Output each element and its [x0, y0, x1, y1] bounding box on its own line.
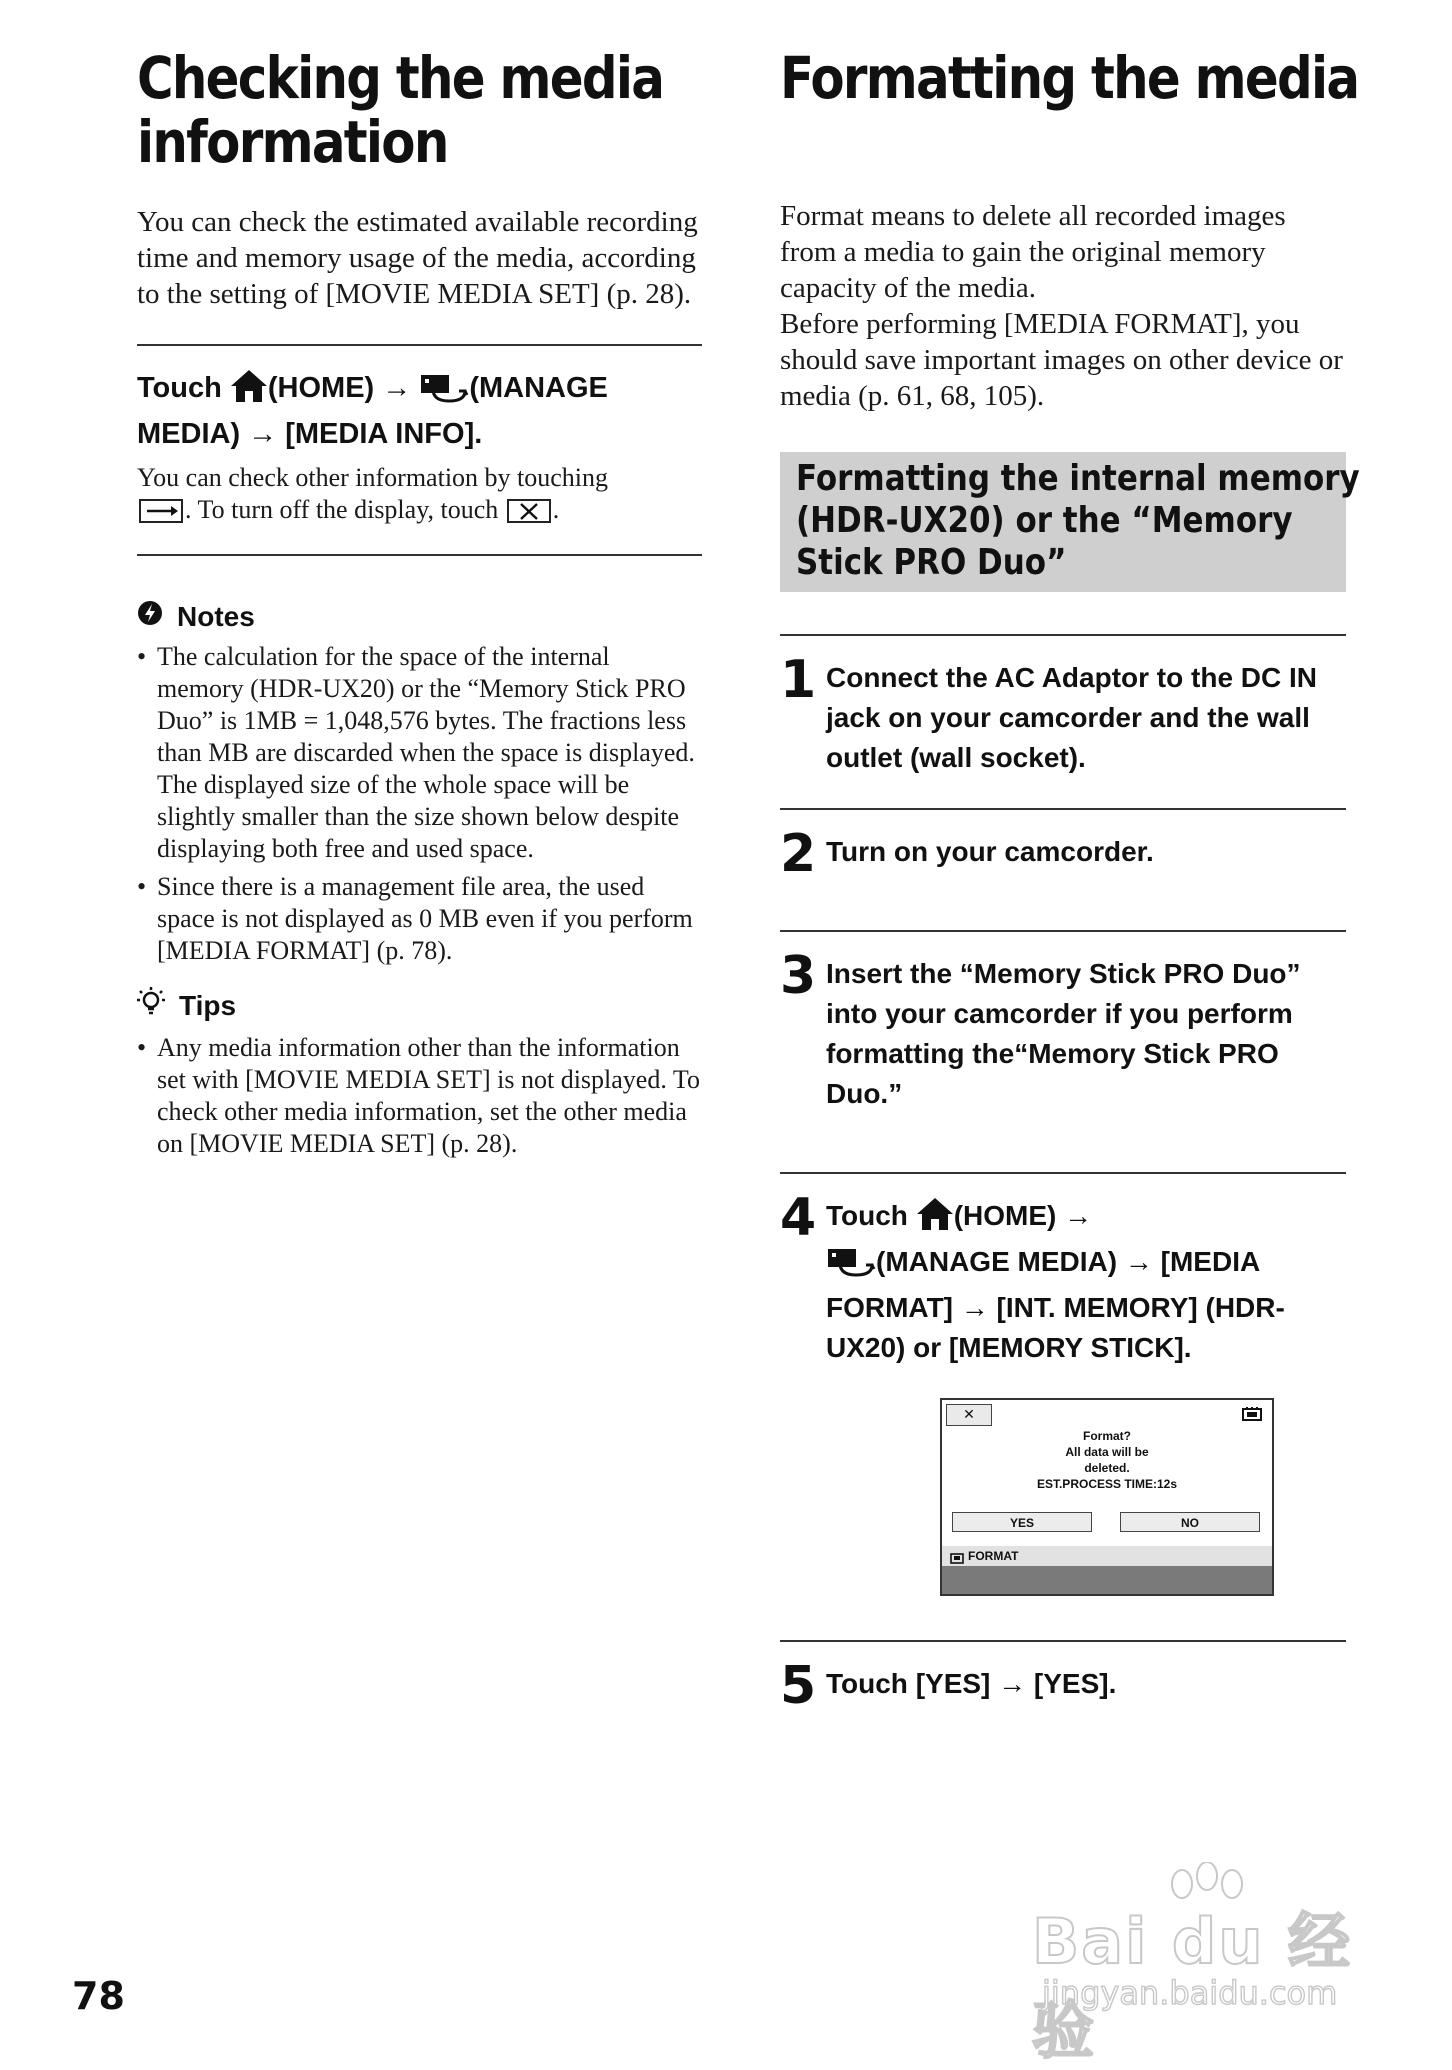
step-text — [826, 1196, 1346, 1368]
step-text: Insert the “Memory Stick PRO Duo” into your camcorder if you perform formatting the“Memory Stick PRO Duo.” — [826, 958, 1301, 1109]
screen-message — [942, 1428, 1272, 1492]
step-2 — [780, 824, 1346, 930]
divider — [137, 344, 702, 346]
step-1 — [780, 650, 1346, 808]
baidu-watermark — [1032, 1862, 1368, 2067]
screen-status-label: FORMAT — [968, 1549, 1019, 1563]
close-x-icon — [507, 499, 551, 523]
step-4 — [780, 1188, 1346, 1596]
step-4-manage: (MANAGE MEDIA) → [MEDIA FORMAT] → [INT. MEMORY] (HDR-UX20) or [MEMORY STICK]. — [826, 1246, 1285, 1363]
yes-button[interactable]: YES — [952, 1512, 1092, 1532]
step-4-touch: Touch — [826, 1200, 916, 1231]
section-heading-line: Formatting the internal memory — [796, 458, 1360, 499]
no-button[interactable]: NO — [1120, 1512, 1260, 1532]
screen-message-line: EST.PROCESS TIME:12s — [1036, 1477, 1178, 1491]
divider — [780, 808, 1346, 810]
right-intro-p2: Before performing [MEDIA FORMAT], you should save important images on other device or media (p. 61, 68, 105). — [780, 308, 1343, 412]
manage-media-icon — [419, 373, 469, 414]
left-title-line1: Checking the media — [137, 44, 664, 112]
home-icon — [230, 369, 268, 414]
home-icon — [916, 1197, 954, 1242]
step-text: Connect the AC Adaptor to the DC IN jack on your camcorder and the wall outlet (wall socket). — [826, 662, 1318, 773]
page-number: 78 — [72, 1974, 125, 2018]
divider — [780, 930, 1346, 932]
left-title — [137, 46, 702, 174]
right-title: Formatting the media — [780, 44, 1359, 112]
divider — [780, 1172, 1346, 1174]
step-number: 1 — [780, 650, 817, 710]
memory-card-icon — [1242, 1406, 1262, 1427]
divider — [780, 634, 1346, 636]
info-text-part2: . To turn off the display, touch — [185, 495, 499, 524]
divider — [780, 1640, 1346, 1642]
left-title-line2: information — [137, 108, 448, 176]
notes-icon — [137, 600, 163, 633]
right-intro — [780, 198, 1346, 414]
touch-manage-text: (MANAGE MEDIA) → [MEDIA INFO]. — [137, 372, 608, 450]
step-number: 4 — [780, 1188, 817, 1248]
section-heading-box — [780, 452, 1360, 592]
camcorder-screen — [940, 1398, 1274, 1596]
left-column — [137, 46, 702, 1166]
screen-close-button[interactable]: ✕ — [946, 1404, 992, 1426]
step-number: 5 — [780, 1656, 817, 1716]
list-item: • The calculation for the space of the internal memory (HDR-UX20) or the “Memory Stick PRO Duo” is 1MB = 1,048,576 bytes. The fractions less than MB are discarded when the space is displayed. The displayed size of the whole space will be slightly smaller than the size shown below despite displaying both free and used space. — [137, 641, 702, 865]
divider — [137, 554, 702, 556]
info-text-part1: You can check other information by touching — [137, 463, 609, 492]
watermark-logo: Bai du 经验 — [1032, 1905, 1353, 2067]
right-column — [780, 44, 1360, 1716]
screen-message-line: Format? — [1083, 1429, 1131, 1443]
list-item: • Any media information other than the information set with [MOVIE MEDIA SET] is not displayed. To check other media information, set the other media on [MOVIE MEDIA SET] (p. 28). — [137, 1032, 702, 1160]
screen-status-bar — [942, 1546, 1272, 1566]
tips-heading-text: Tips — [179, 989, 237, 1021]
step-3 — [780, 946, 1346, 1172]
watermark-url: jingyan.baidu.com — [1042, 1974, 1338, 2012]
info-text — [137, 462, 702, 526]
touch-word: Touch — [137, 372, 230, 404]
list-item: • Since there is a management file area, the used space is not displayed as 0 MB even if you perform [MEDIA FORMAT] (p. 78). — [137, 871, 702, 967]
manage-media-icon — [826, 1247, 876, 1288]
screen-message-line: deleted. — [1084, 1461, 1130, 1475]
notes-heading — [137, 600, 702, 633]
step-text: Touch [YES] → [YES]. — [826, 1668, 1117, 1699]
touch-instruction — [137, 368, 702, 454]
step-number: 3 — [780, 946, 817, 1006]
tips-list — [137, 1032, 702, 1160]
step-4-home: (HOME) → — [953, 1200, 1093, 1231]
tips-heading — [137, 987, 702, 1024]
notes-list — [137, 641, 702, 967]
right-intro-p1: Format means to delete all recorded images from a media to gain the original memory capacity of the media. — [780, 200, 1286, 304]
notes-heading-text: Notes — [177, 600, 255, 632]
info-text-part3: . — [552, 495, 560, 524]
next-arrow-icon — [139, 499, 183, 523]
section-heading-line: Stick PRO Duo” — [796, 542, 1067, 583]
touch-home-text: (HOME) → — [267, 372, 420, 404]
screen-message-line: All data will be — [1065, 1445, 1149, 1459]
screen-footer — [942, 1566, 1272, 1594]
step-number: 2 — [780, 824, 817, 884]
lightbulb-icon — [137, 987, 165, 1024]
step-5 — [780, 1656, 1346, 1716]
left-intro: You can check the estimated available recording time and memory usage of the media, according to the setting of [MOVIE MEDIA SET] (p. 28). — [137, 206, 698, 310]
section-heading-line: (HDR-UX20) or the “Memory — [796, 500, 1293, 541]
step-text: Turn on your camcorder. — [826, 836, 1154, 867]
